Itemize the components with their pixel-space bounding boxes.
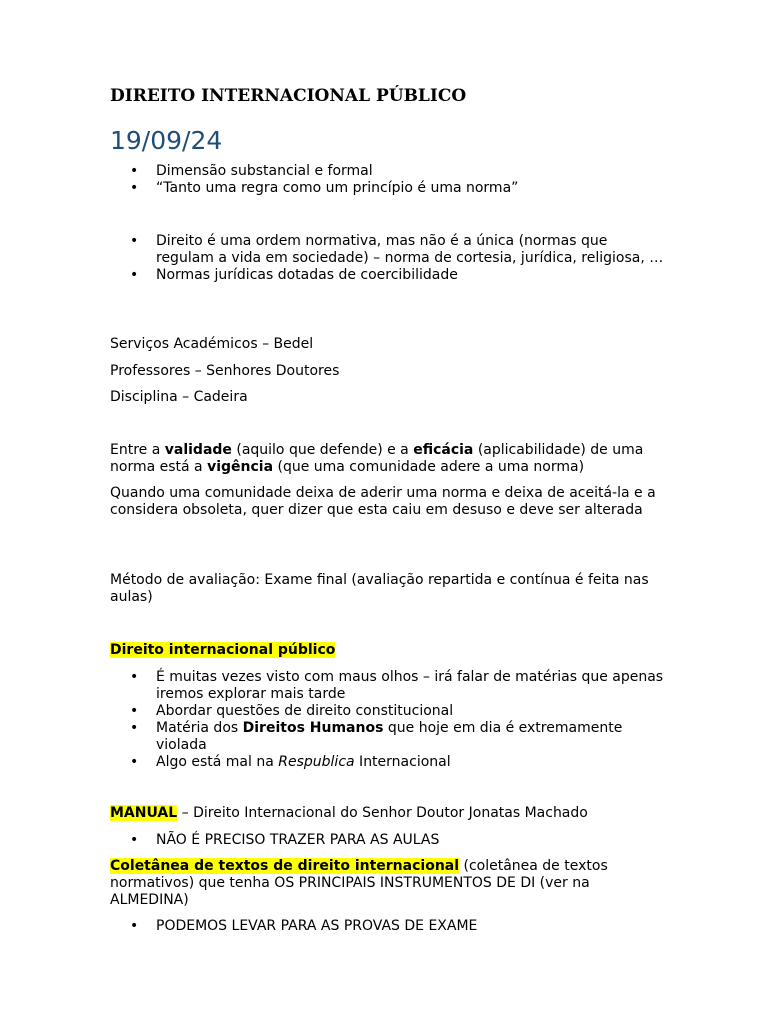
bullet-list-4 xyxy=(110,832,666,849)
professores-line: Professores – Senhores Doutores xyxy=(110,363,340,379)
bullet-icon: • xyxy=(130,163,139,179)
bullet-icon: • xyxy=(130,754,139,770)
bullet-list-5 xyxy=(110,918,666,935)
list-item: • NÃO É PRECISO TRAZER PARA AS AULAS xyxy=(130,832,440,848)
list-item: • Abordar questões de direito constitucional xyxy=(130,703,454,719)
date-heading: 19/09/24 xyxy=(110,126,223,155)
avaliacao-paragraph: Método de avaliação: Exame final (avaliação repartida e contínua é feita nas aulas) xyxy=(110,572,649,605)
bullet-list-2 xyxy=(110,233,666,284)
bullet-icon: • xyxy=(130,267,139,283)
coletanea-paragraph: Coletânea de textos de direito internacional (coletânea de textos normativos) que tenha OS PRINCIPAIS INSTRUMENTOS DE DI (ver na ALMEDINA) xyxy=(110,858,608,908)
desuso-paragraph: Quando uma comunidade deixa de aderir uma norma e deixa de aceitá-la e a considera obsoleta, quer dizer que esta caiu em desuso e deve ser alterada xyxy=(110,485,656,518)
bullet-icon: • xyxy=(130,832,139,848)
bullet-list-3 xyxy=(110,669,666,771)
list-item: • É muitas vezes visto com maus olhos – irá falar de matérias que apenas iremos explorar mais tarde xyxy=(130,669,664,702)
bullet-list-1 xyxy=(110,163,666,197)
validade-paragraph: Entre a validade (aquilo que defende) e a eficácia (aplicabilidade) de uma norma está a vigência (que uma comunidade adere a uma norma) xyxy=(110,442,644,475)
list-item: • Matéria dos Direitos Humanos que hoje em dia é extremamente violada xyxy=(130,720,623,753)
list-item: • Algo está mal na Respublica Internacional xyxy=(130,754,451,770)
bullet-icon: • xyxy=(130,918,139,934)
bullet-icon: • xyxy=(130,233,139,249)
manual-line: MANUAL – Direito Internacional do Senhor Doutor Jonatas Machado xyxy=(110,805,588,821)
bullet-icon: • xyxy=(130,669,139,685)
list-item: • Normas jurídicas dotadas de coercibilidade xyxy=(130,267,458,283)
list-item: • PODEMOS LEVAR PARA AS PROVAS DE EXAME xyxy=(130,918,478,934)
bullet-icon: • xyxy=(130,180,139,196)
bullet-icon: • xyxy=(130,720,139,736)
bullet-icon: • xyxy=(130,703,139,719)
list-item: • Direito é uma ordem normativa, mas não é a única (normas que regulam a vida em sociedade) – norma de cortesia, jurídica, religiosa, … xyxy=(130,233,664,266)
disciplina-line: Disciplina – Cadeira xyxy=(110,389,248,405)
list-item: • Dimensão substancial e formal xyxy=(130,163,373,179)
servicos-line: Serviços Académicos – Bedel xyxy=(110,336,314,352)
document-title: DIREITO INTERNACIONAL PÚBLICO xyxy=(110,86,467,106)
list-item: • “Tanto uma regra como um princípio é uma norma” xyxy=(130,180,519,196)
section-heading: Direito internacional público xyxy=(110,642,336,658)
